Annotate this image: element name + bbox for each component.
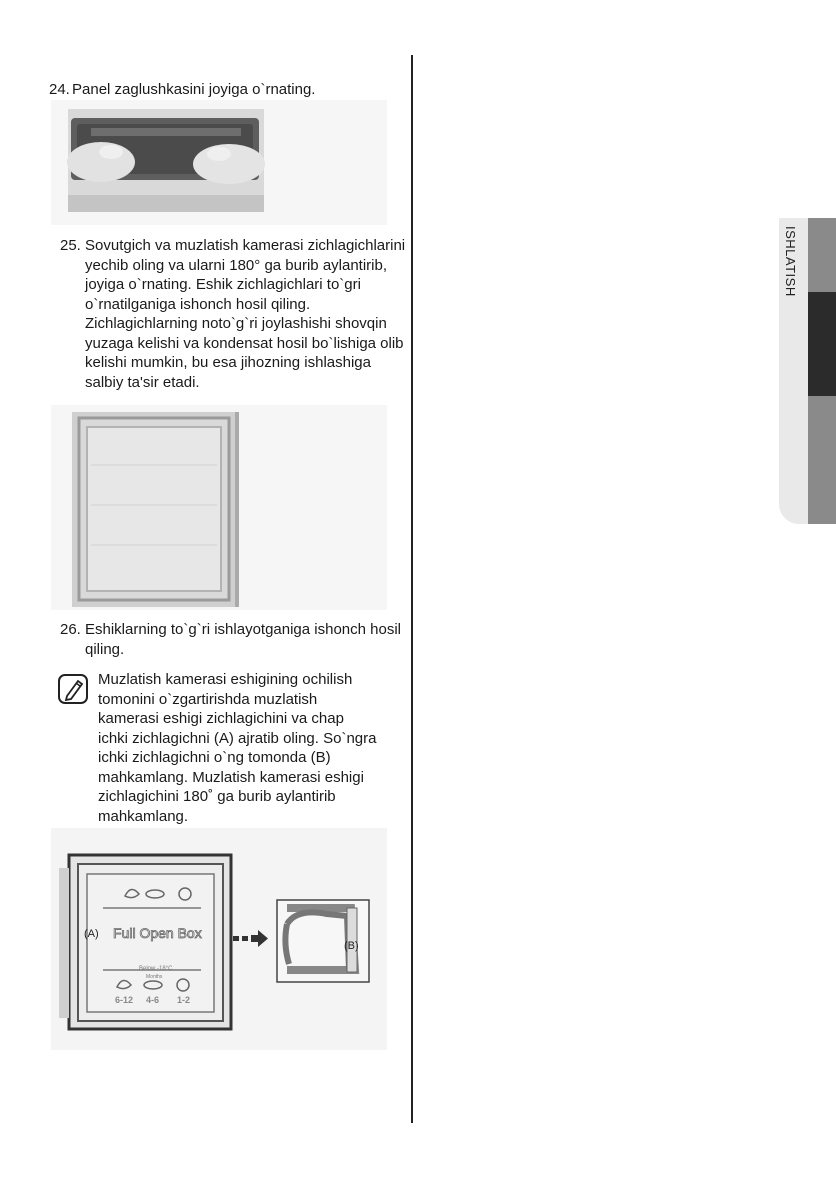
note-text: Muzlatish kamerasi eshigining ochilish tomonini o`zgartirishda muzlatish kamerasi eshigi zichlagichini va chap ichki zichlagichni (A) ajratib oling. So`ngra ichki zichlagichni o`ng tomonda (B) mahkamlang. Muzlatish kamerasi eshigi zichlagichini 180˚ ga burib aylantirib mahkamlang. [98, 671, 377, 825]
side-tab-label: ISHLATISH [783, 226, 798, 297]
label-b: (B) [344, 940, 359, 952]
panel-cover-illustration [51, 100, 387, 225]
gasket-diagram [51, 828, 387, 1050]
months-label: Months [146, 974, 163, 980]
step-text: Eshiklarning to`g`ri ishlayotganiga ishonch hosil qiling. [85, 621, 402, 658]
photo-door-gasket [51, 405, 387, 610]
below-label: Below -18°C [139, 966, 173, 972]
duration-2: 4-6 [146, 995, 160, 1005]
step-number: 24. [49, 81, 70, 98]
gasket-diagram-svg [51, 828, 387, 1050]
photo-panel-cover [51, 100, 387, 225]
section-side-tab [779, 218, 836, 524]
side-tab-bar-top [808, 218, 836, 292]
side-tab-bar-bottom [808, 396, 836, 524]
column-divider [411, 55, 413, 1123]
step-text: Sovutgich va muzlatish kamerasi zichlagichlarini yechib oling va ularni 180° ga burib aylantirib, joyiga o`rnating. Eshik zichlagichlari to`gri o`rnatilganiga ishonch hosil qiling. Zichlagichlarning noto`g`ri joylashishi shovqin yuzaga kelishi va kondensat hosil bo`lishiga olib kelishi mumkin, bu esa jihozning ishlashiga salbiy ta'sir etadi. [85, 237, 406, 391]
door-gasket-illustration [51, 405, 387, 610]
side-tab-label-box [779, 218, 808, 524]
step-text: Panel zaglushkasini joyiga o`rnating. [72, 81, 316, 98]
step-number: 26. [60, 621, 81, 638]
duration-1: 6-12 [115, 995, 134, 1005]
arrow-right-icon [233, 930, 268, 947]
duration-3: 1-2 [177, 995, 191, 1005]
side-tab-bar-active [808, 292, 836, 396]
note-pencil-icon [58, 674, 88, 704]
step-number: 25. [60, 237, 81, 254]
label-a: (A) [84, 928, 99, 940]
box-title: Full Open Box [113, 925, 202, 941]
